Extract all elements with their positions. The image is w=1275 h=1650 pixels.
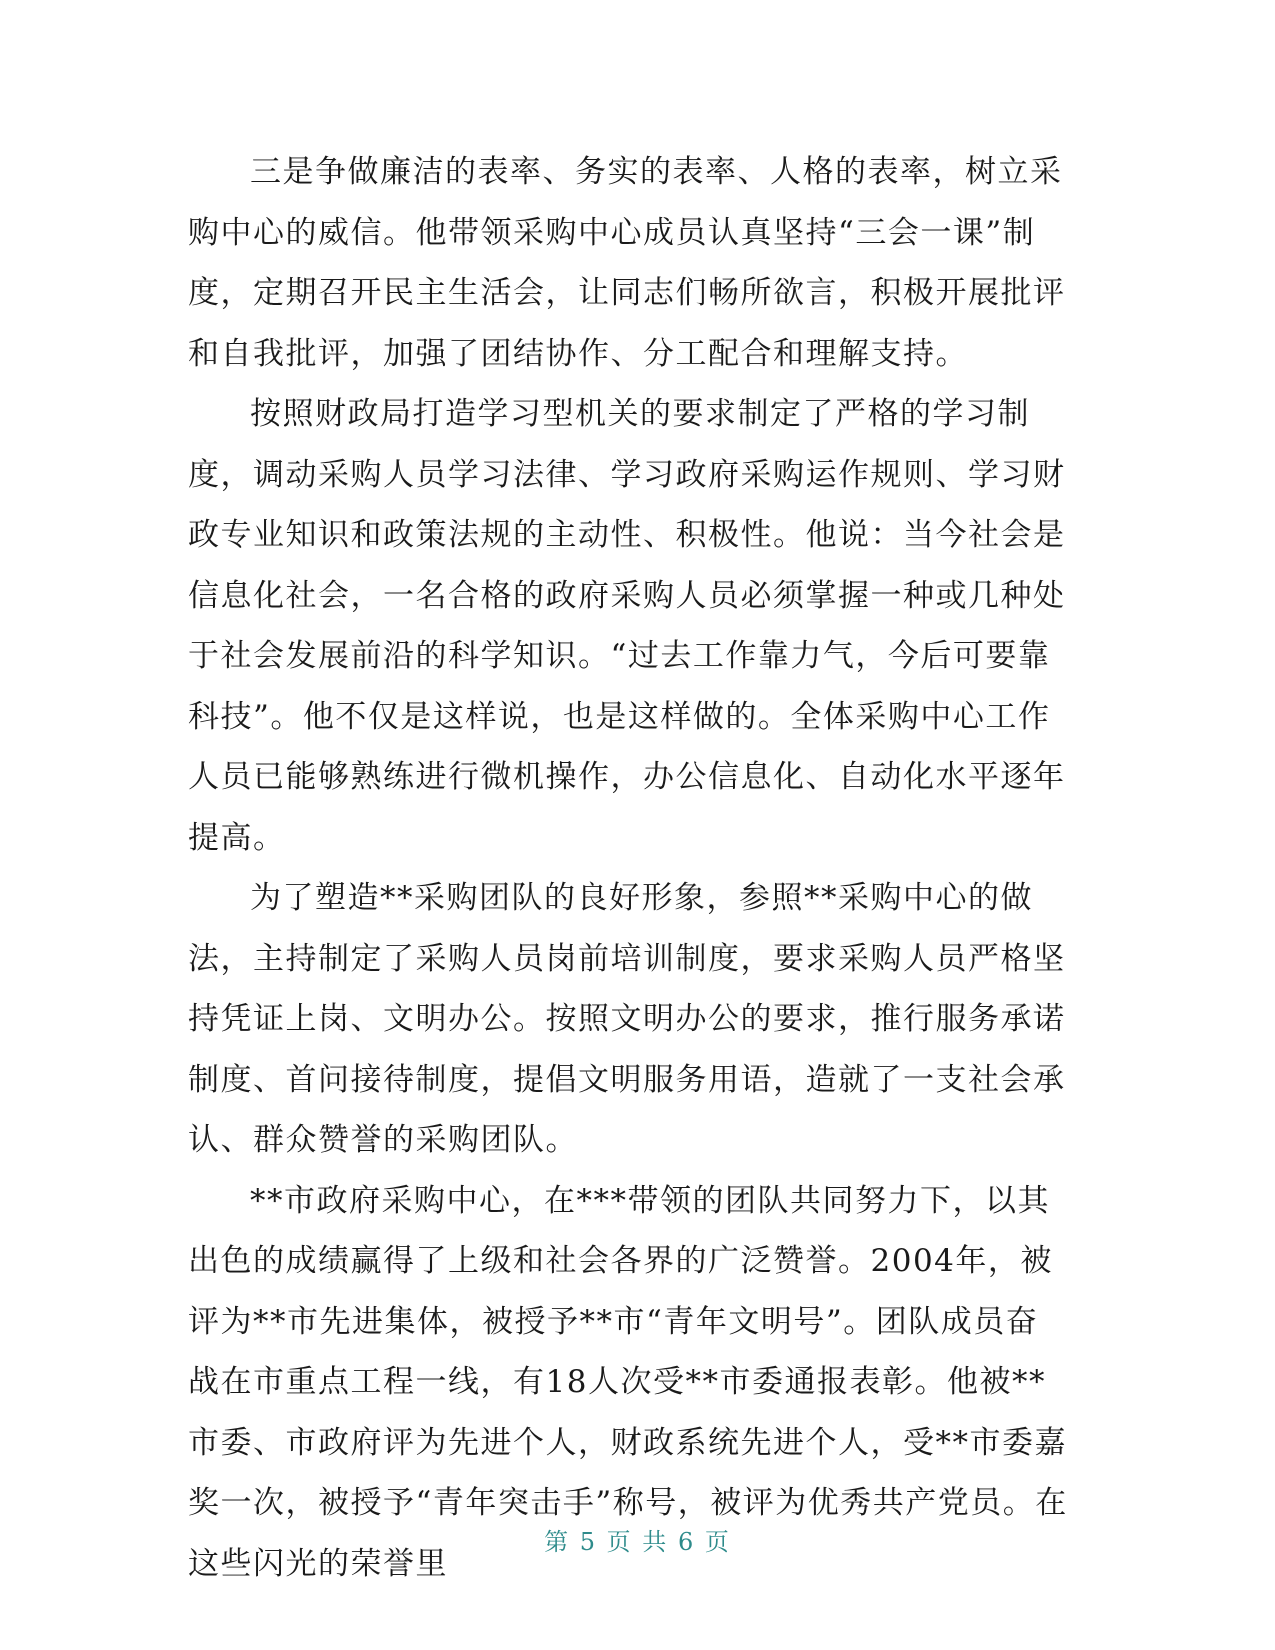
- paragraph-3: 为了塑造**采购团队的良好形象，参照**采购中心的做法，主持制定了采购人员岗前培训制度，要求采购人员严格坚持凭证上岗、文明办公。按照文明办公的要求，推行服务承诺制度、首问接待制度，提倡文明服务用语，造就了一支社会承认、群众赞誉的采购团队。: [188, 880, 1066, 1158]
- paragraph-1: 三是争做廉洁的表率、务实的表率、人格的表率，树立采购中心的威信。他带领采购中心成员认真坚持“三会一课”制度，定期召开民主生活会，让同志们畅所欲言，积极开展批评和自我批评，加强了团结协作、分工配合和理解支持。: [188, 154, 1066, 372]
- paragraph-2: 按照财政局打造学习型机关的要求制定了严格的学习制度，调动采购人员学习法律、学习政府采购运作规则、学习财政专业知识和政策法规的主动性、积极性。他说：当今社会是信息化社会，一名合格的政府采购人员必须掌握一种或几种处于社会发展前沿的科学知识。“过去工作靠力气，今后可要靠科技”。他不仅是这样说，也是这样做的。全体采购中心工作人员已能够熟练进行微机操作，办公信息化、自动化水平逐年提高。: [188, 396, 1066, 856]
- page-number-label: 第 5 页 共 6 页: [544, 1528, 731, 1556]
- paragraph-4: **市政府采购中心，在***带领的团队共同努力下，以其出色的成绩赢得了上级和社会各界的广泛赞誉。2004年，被评为**市先进集体，被授予**市“青年文明号”。团队成员奋战在市重点工程一线，有18人次受**市委通报表彰。他被**市委、市政府评为先进个人，财政系统先进个人，受**市委嘉奖一次，被授予“青年突击手”称号，被评为优秀共产党员。在这些闪光的荣誉里: [188, 1182, 1068, 1582]
- document-body: [188, 142, 1068, 1594]
- page-footer: [0, 1522, 1275, 1557]
